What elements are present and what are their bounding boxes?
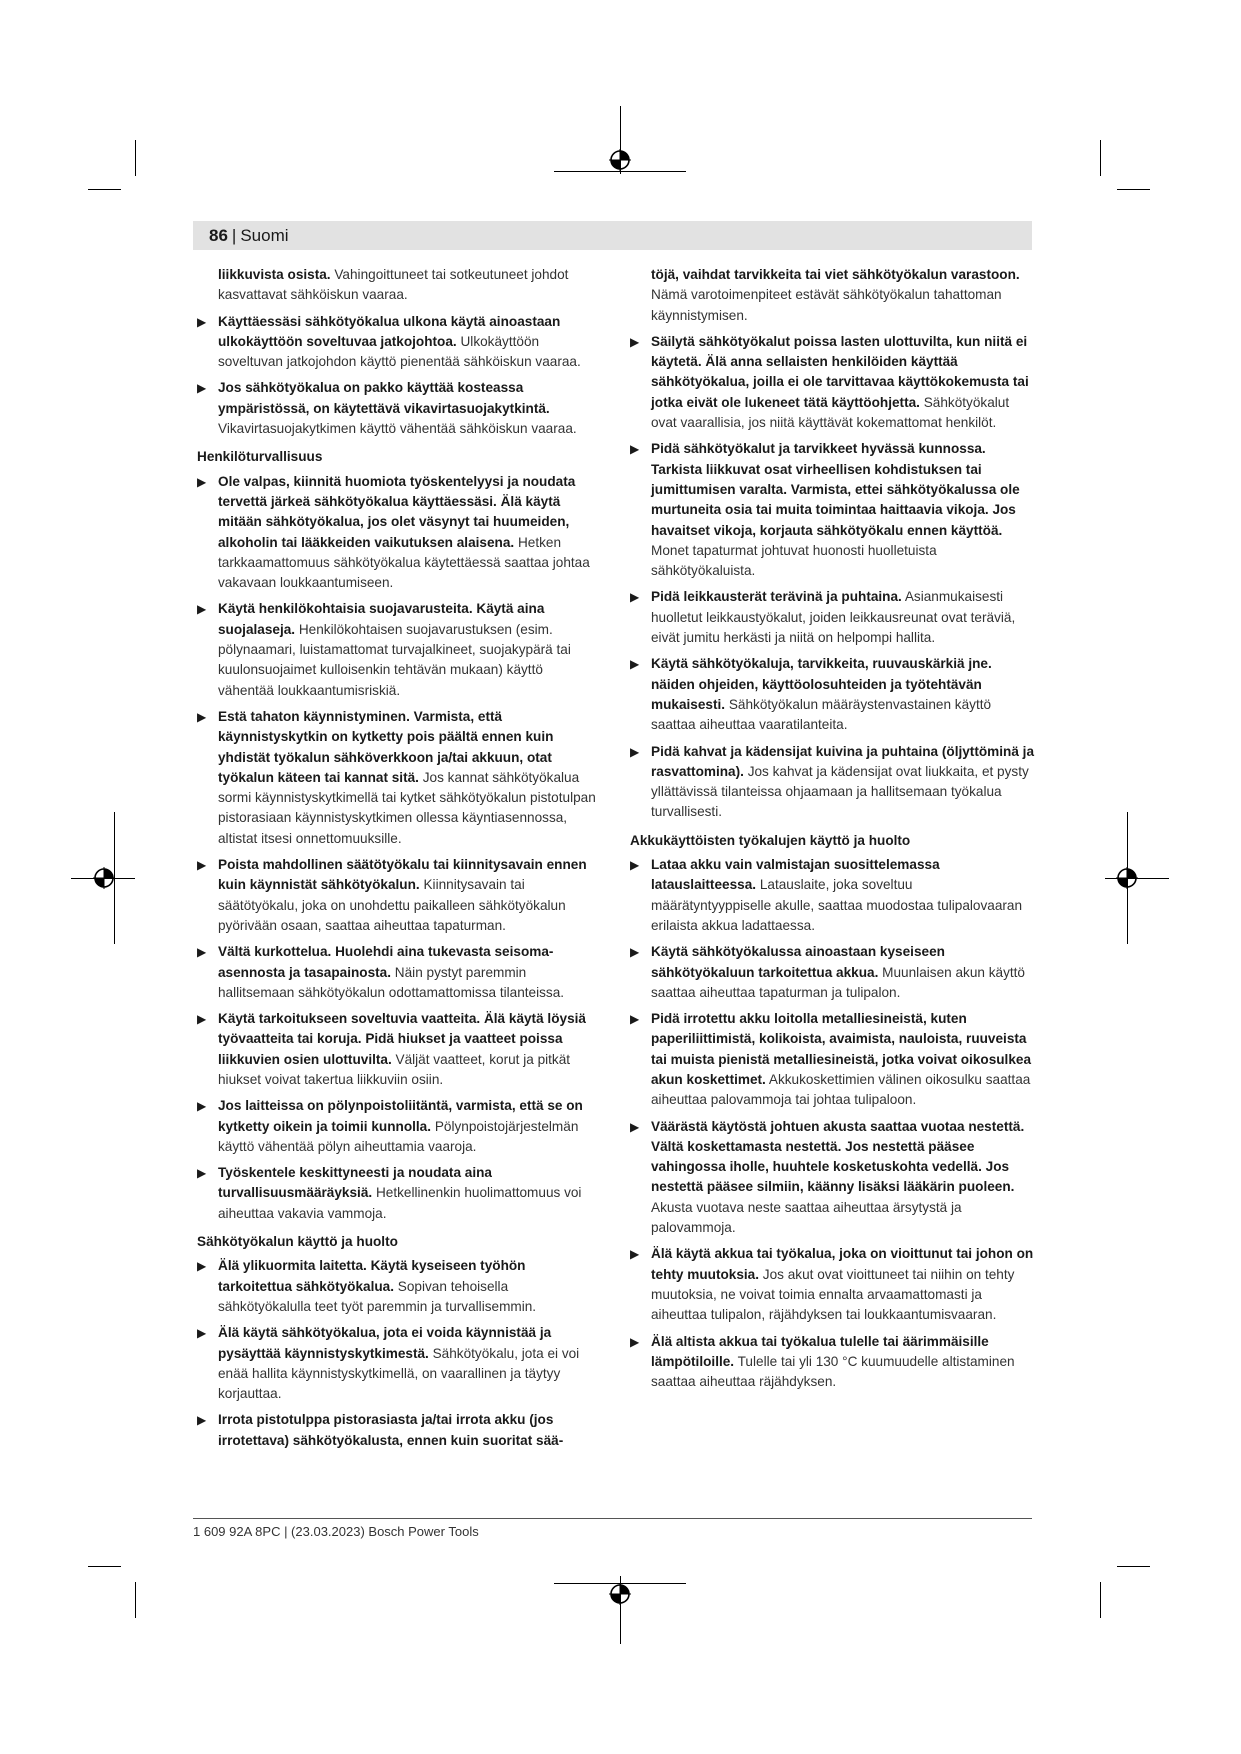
safety-item: ▶ Vältä kurkottelua. Huolehdi aina tukevasta seisoma-asennosta ja tasapainosta. Näin pystyt paremmin hallitsemaan sähkötyökalun odottamattomissa tilanteissa. xyxy=(197,944,565,1000)
registration-mark-icon xyxy=(609,1583,631,1605)
safety-item: ▶ Jos laitteissa on pölynpoistoliitäntä, varmista, että se on kytketty oikein ja toimii kunnolla. Pölynpoistojärjestelmän käyttö vähentää pölyn aiheuttamia vaaroja. xyxy=(197,1098,583,1154)
crop-mark xyxy=(1117,1566,1150,1567)
safety-item: ▶ Älä altista akkua tai työkalua tulelle tai äärimmäisille lämpötiloille. Tulelle tai yli 130 °C kuumuudelle altistaminen saattaa aiheuttaa räjähdyksen. xyxy=(630,1333,1015,1390)
safety-item: ▶ Työskentele keskittyneesti ja noudata aina turvallisuusmääräyksiä. Hetkellinenkin huolimattomuus voi aiheuttaa vakavia vammoja. xyxy=(197,1165,582,1221)
bullet-arrow-icon: ▶ xyxy=(197,1099,207,1114)
safety-item: ▶ Poista mahdollinen säätötyökalu tai kiinnitysavain ennen kuin käynnistät sähkötyökalun. Kiinnitysavain tai säätötyökalu, joka on unohdettu paikalleen sähkötyökalun pyörivään osaan, saattaa aiheuttaa tapaturman. xyxy=(197,857,587,933)
safety-item: ▶ Jos sähkötyökalua on pakko käyttää kosteassa ympäristössä, on käytettävä vikavirtasuojakytkintä. Vikavirtasuojakytkimen käyttö vähentää sähköiskun vaaraa. xyxy=(197,380,577,437)
safety-item: ▶ Älä ylikuormita laitetta. Käytä kyseiseen työhön tarkoitettua sähkötyökalua. Sopivan tehoisella sähkötyökalulla teet työt paremmin ja turvallisemmin. xyxy=(197,1258,537,1314)
safety-item: ▶ Pidä leikkausterät terävinä ja puhtaina. Asianmukaisesti huolletut leikkaustyökalut, joiden leikkausreunat ovat teräviä, eivät jumitu herkästi ja niitä on helpompi hallita. xyxy=(630,589,1016,646)
section-heading: Henkilöturvallisuus xyxy=(197,449,323,465)
safety-item: ▶ Käyttäessäsi sähkötyökalua ulkona käytä ainoastaan ulkokäyttöön soveltuvaa jatkojohtoa. Ulkokäyttöön soveltuvan jatkojohdon käyttö pienentää sähköiskun vaaraa. xyxy=(197,313,581,370)
header-separator: | xyxy=(231,226,237,245)
bullet-arrow-icon: ▶ xyxy=(197,1166,207,1181)
bullet-arrow-icon: ▶ xyxy=(630,442,640,457)
registration-mark-icon xyxy=(609,149,631,171)
crop-mark xyxy=(554,171,686,172)
safety-item: ▶ Käytä sähkötyökalussa ainoastaan kyseiseen sähkötyökaluun tarkoitettua akkua. Muunlaisen akun käyttö saattaa aiheuttaa tapaturman ja tulipalon. xyxy=(630,944,1025,1000)
crop-mark xyxy=(135,140,136,176)
bullet-arrow-icon: ▶ xyxy=(197,858,207,873)
registration-mark-icon xyxy=(1116,867,1138,889)
bullet-arrow-icon: ▶ xyxy=(630,945,640,960)
continuation-text: liikkuvista osista. Vahingoittuneet tai sotkeutuneet johdot kasvattavat sähköiskun vaaraa. xyxy=(218,267,569,303)
bullet-arrow-icon: ▶ xyxy=(630,1012,640,1027)
bullet-arrow-icon: ▶ xyxy=(630,334,640,349)
bullet-arrow-icon: ▶ xyxy=(197,1413,207,1428)
safety-item: ▶ Pidä kahvat ja kädensijat kuivina ja puhtaina (öljyttöminä ja rasvattomina). Jos kahvat ja kädensijat ovat liukkaita, et pysty yllättävissä tilanteissa ohjaamaan ja hallitsemaan työkalua turvallisesti. xyxy=(630,743,1035,820)
crop-mark xyxy=(135,1582,136,1618)
crop-mark xyxy=(1100,1582,1101,1618)
crop-mark xyxy=(1100,140,1101,176)
bullet-arrow-icon: ▶ xyxy=(197,474,207,489)
safety-item: ▶ Käytä henkilökohtaisia suojavarusteita. Käytä aina suojalaseja. Henkilökohtaisen suojavarustuksen (esim. pölynaamari, luistamattomat turvajalkineet, suojakypärä tai kuulonsuojaimet kulloisenkin tehtävän mukaan) käyttö vähentää loukkaantumisriskiä. xyxy=(197,601,571,698)
safety-item: ▶ Käytä tarkoitukseen soveltuvia vaatteita. Älä käytä löysiä työvaatteita tai koruja. Pidä hiukset ja vaatteet poissa liikkuvien osien ulottuvilta. Väljät vaatteet, korut ja pitkät hiukset voivat takertua liikkuviin osiin. xyxy=(197,1011,586,1087)
bullet-arrow-icon: ▶ xyxy=(630,1334,640,1349)
safety-item: ▶ Väärästä käytöstä johtuen akusta saattaa vuotaa nestettä. Vältä koskettamasta nestettä. Jos nestettä pääsee vahingossa iholle, huuhtele kosketuskohta vedellä. Jos nestettä pääsee silmiin, käänny lisäksi lääkärin puoleen. Akusta vuotava neste saattaa aiheuttaa ärsytystä ja palovammoja. xyxy=(630,1118,1025,1236)
registration-mark-icon xyxy=(93,867,115,889)
section-heading: Akkukäyttöisten työkalujen käyttö ja huolto xyxy=(630,832,911,848)
bullet-arrow-icon: ▶ xyxy=(197,381,207,396)
safety-item: ▶ Älä käytä sähkötyökalua, jota ei voida käynnistää ja pysäyttää käynnistyskytkimestä. Sähkötyökalu, jota ei voi enää hallita käynnistyskytkimellä, on vaarallinen ja täytyy korjauttaa. xyxy=(197,1325,580,1402)
safety-item: ▶ Säilytä sähkötyökalut poissa lasten ulottuvilta, kun niitä ei käytetä. Älä anna sellaisten henkilöiden käyttää sähkötyökalua, joilla ei ole tarvittavaa käyttökokemusta tai jotka eivät ole lukeneet tätä käyttöohjetta. Sähkötyökalut ovat vaarallisia, jos niitä käyttävät kokemattomat henkilöt. xyxy=(630,333,1029,431)
safety-item: ▶ Älä käytä akkua tai työkalua, joka on vioittunut tai johon on tehty muutoksia. Jos akut ovat vioittuneet tai niihin on tehty muutoksia, ne voivat toimia ennalta arvaamattomasti ja aiheuttaa tulipalon, räjähdyksen tai loukkaantumisvaaran. xyxy=(630,1246,1034,1323)
safety-item: ▶ Pidä sähkötyökalut ja tarvikkeet hyvässä kunnossa. Tarkista liikkuvat osat virheellisen kohdistuksen tai jumittumisen varalta. Varmista, ettei sähkötyökalussa ole murtuneita osia tai muita toimintaa haittaavia vikoja. Jos havaitset vikoja, korjauta sähkötyökalu ennen käyttöä. Monet tapaturmat johtuvat huonosti huolletuista sähkötyökaluista. xyxy=(630,441,1020,579)
crop-mark xyxy=(88,1566,121,1567)
page-header xyxy=(193,221,1032,250)
bullet-arrow-icon: ▶ xyxy=(197,1259,207,1274)
page-footer: 1 609 92A 8PC | (23.03.2023) Bosch Power Tools xyxy=(193,1524,479,1539)
bullet-arrow-icon: ▶ xyxy=(630,1119,640,1134)
bullet-arrow-icon: ▶ xyxy=(197,1326,207,1341)
page-number: 86 xyxy=(209,226,228,245)
bullet-arrow-icon: ▶ xyxy=(197,945,207,960)
bullet-arrow-icon: ▶ xyxy=(630,744,640,759)
safety-item: ▶ Estä tahaton käynnistyminen. Varmista, että käynnistyskytkin on kytketty pois päältä ennen kuin yhdistät työkalun sähköverkkoon ja/tai akkuun, otat työkalun käteen tai kannat sitä. Jos kannat sähkötyökalua sormi käynnistyskytkimellä tai kytket sähkötyökalun pistotulpan pistorasiaan käynnistyskytkimen ollessa käyntiasennossa, altistat itsesi onnettomuuksille. xyxy=(197,708,596,846)
safety-item: ▶ Pidä irrotettu akku loitolla metalliesineistä, kuten paperiliittimistä, kolikoista, avaimista, nauloista, ruuveista tai muista pienistä metalliesineistä, jotka voivat oikosulkea akun koskettimet. Akkukoskettimien välinen oikosulku saattaa aiheuttaa palovammoja tai johtaa tulipaloon. xyxy=(630,1011,1032,1108)
bullet-arrow-icon: ▶ xyxy=(630,590,640,605)
bullet-arrow-icon: ▶ xyxy=(197,602,207,617)
safety-item: ▶ Käytä sähkötyökaluja, tarvikkeita, ruuvauskärkiä jne. näiden ohjeiden, käyttöolosuhteiden ja työtehtävän mukaisesti. Sähkötyökalun määräystenvastainen käyttö saattaa aiheuttaa vaaratilanteita. xyxy=(630,656,992,733)
safety-item: ▶ Lataa akku vain valmistajan suosittelemassa latauslaitteessa. Latauslaite, joka soveltuu määrätyntyyppiselle akulle, saattaa muodostaa tulipalovaaran erilaista akkua ladattaessa. xyxy=(630,857,1023,933)
safety-item: ▶ Irrota pistotulppa pistorasiasta ja/tai irrota akku (jos irrotettava) sähkötyökalusta, ennen kuin suoritat sää- xyxy=(197,1412,564,1448)
footer-divider xyxy=(193,1518,1032,1519)
right-column xyxy=(630,265,1035,1398)
bullet-arrow-icon: ▶ xyxy=(197,709,207,724)
safety-item: ▶ Ole valpas, kiinnitä huomiota työskentelyysi ja noudata tervettä järkeä sähkötyökalua käyttäessäsi. Älä käytä mitään sähkötyökalua, jos olet väsynyt tai huumeiden, alkoholin tai lääkkeiden vaikutuksen alaisena. Hetken tarkkaamattomuus sähkötyökalua käytettäessä saattaa johtaa vakavaan loukkaantumiseen. xyxy=(197,473,590,591)
bullet-arrow-icon: ▶ xyxy=(197,1012,207,1027)
section-heading: Sähkötyökalun käyttö ja huolto xyxy=(197,1234,398,1250)
left-column xyxy=(197,265,602,1457)
continuation-text: töjä, vaihdat tarvikkeita tai viet sähkötyökalun varastoon. Nämä varotoimenpiteet estävät sähkötyökalun tahattoman käynnistymisen. xyxy=(651,267,1020,323)
crop-mark xyxy=(88,189,121,190)
header-language: Suomi xyxy=(240,226,289,245)
bullet-arrow-icon: ▶ xyxy=(630,858,640,873)
bullet-arrow-icon: ▶ xyxy=(197,314,207,329)
bullet-arrow-icon: ▶ xyxy=(630,657,640,672)
bullet-arrow-icon: ▶ xyxy=(630,1247,640,1262)
crop-mark xyxy=(1117,189,1150,190)
